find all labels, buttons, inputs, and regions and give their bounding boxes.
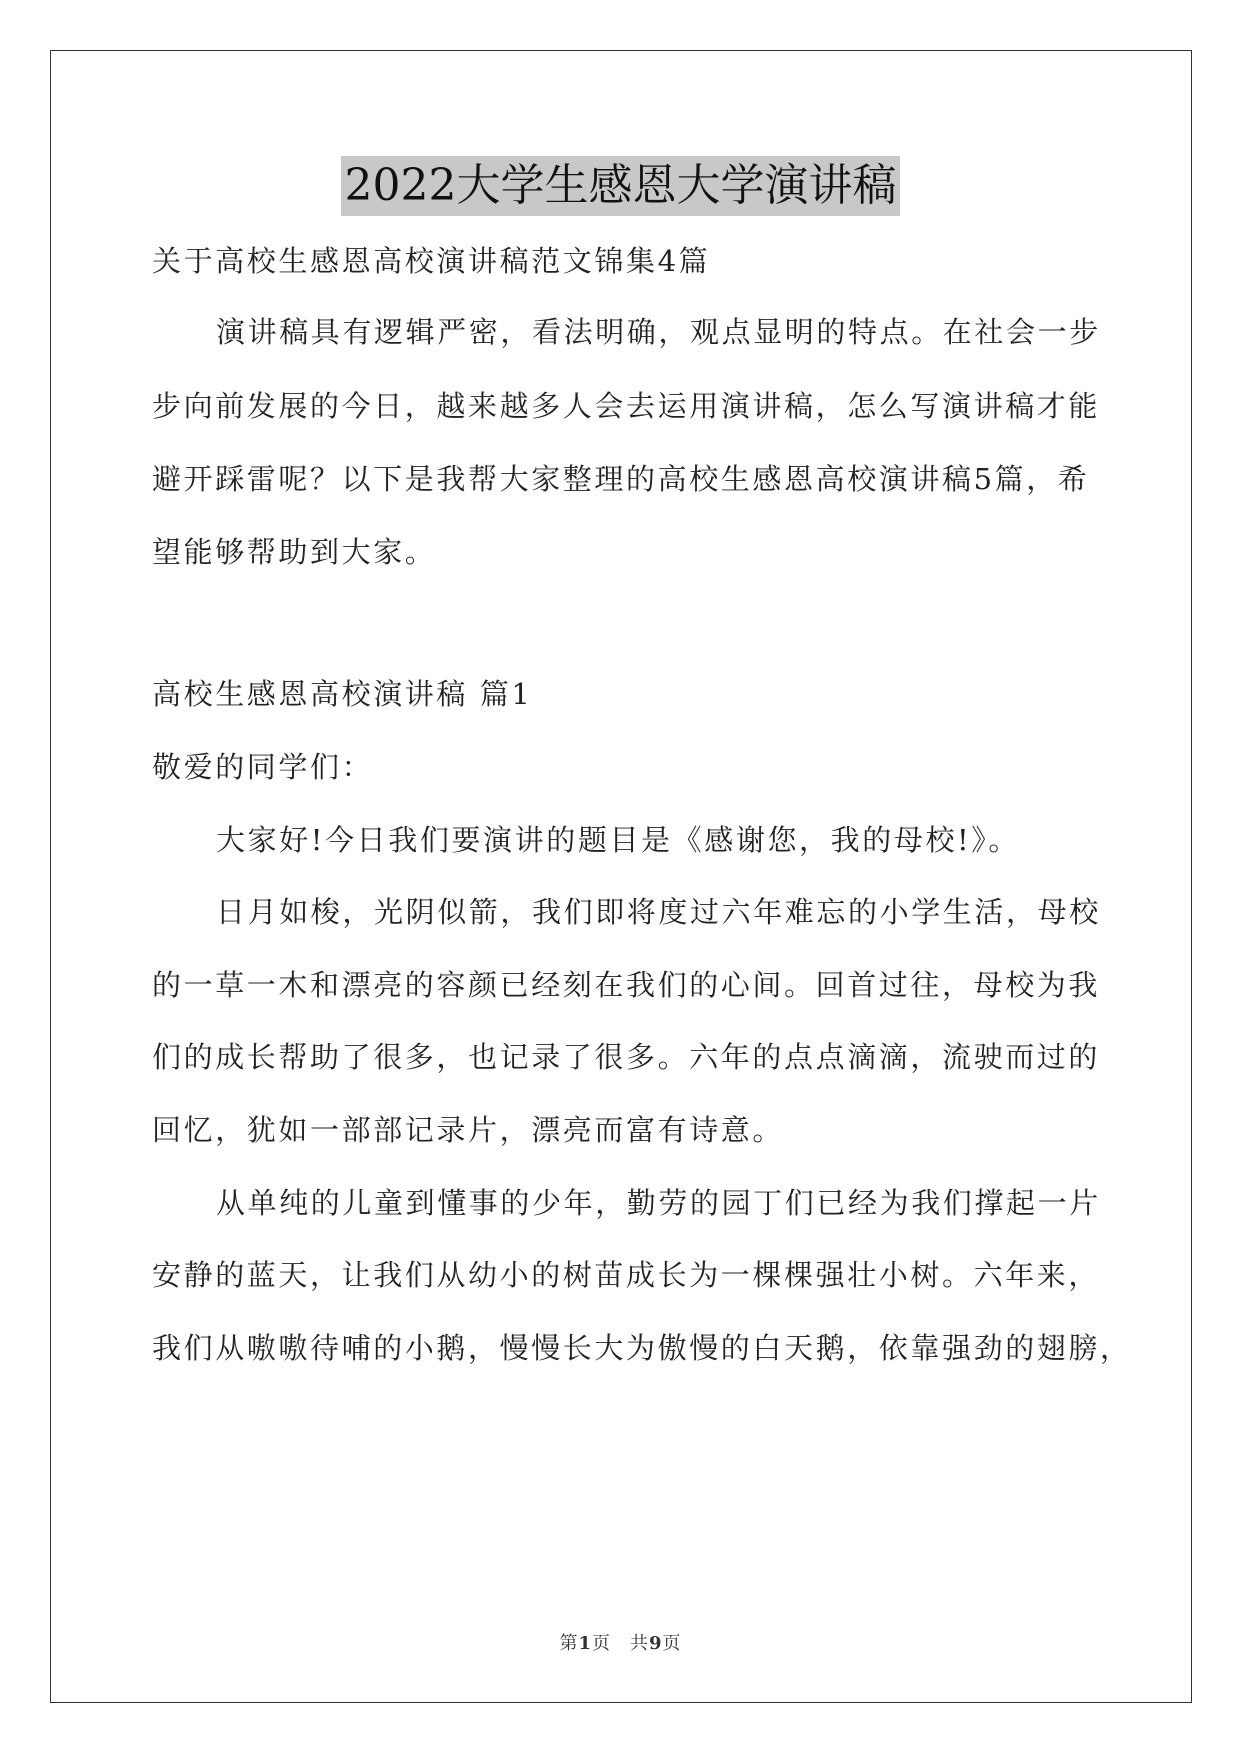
paragraph-line: 从单纯的儿童到懂事的少年，勤劳的园丁们已经为我们撑起一片 <box>216 1186 1101 1220</box>
page-current: 1 <box>578 1633 592 1654</box>
footer-prefix: 第 <box>559 1633 579 1654</box>
paragraph-line: 安静的蓝天，让我们从幼小的树苗成长为一棵棵强壮小树。六年来， <box>152 1258 1101 1292</box>
paragraph-line: 大家好!今日我们要演讲的题目是《感谢您，我的母校!》。 <box>216 823 1021 857</box>
section-heading: 高校生感恩高校演讲稿 篇1 <box>152 677 533 711</box>
salutation-line: 敬爱的同学们： <box>152 750 374 784</box>
paragraph-line: 日月如梭，光阴似箭，我们即将度过六年难忘的小学生活，母校 <box>216 895 1101 929</box>
paragraph-line: 们的成长帮助了很多，也记录了很多。六年的点点滴滴，流驶而过的 <box>152 1040 1101 1074</box>
paragraph-line: 演讲稿具有逻辑严密，看法明确，观点显明的特点。在社会一步 <box>216 315 1101 349</box>
footer-suffix: 页 <box>662 1633 682 1654</box>
footer-mid: 页 共 <box>592 1633 649 1654</box>
page-border <box>50 50 1192 1703</box>
document-title: 2022大学生感恩大学演讲稿 <box>341 156 901 216</box>
paragraph-line: 避开踩雷呢？以下是我帮大家整理的高校生感恩高校演讲稿5篇，希 <box>152 462 1090 496</box>
title-container <box>0 156 1241 216</box>
page-total: 9 <box>649 1633 663 1654</box>
paragraph-line: 望能够帮助到大家。 <box>152 535 437 569</box>
page-footer <box>0 1632 1241 1656</box>
paragraph-line: 的一草一木和漂亮的容颜已经刻在我们的心间。回首过往，母校为我 <box>152 968 1101 1002</box>
subtitle-line: 关于高校生感恩高校演讲稿范文锦集4篇 <box>152 244 711 278</box>
paragraph-line: 步向前发展的今日，越来越多人会去运用演讲稿，怎么写演讲稿才能 <box>152 389 1101 423</box>
paragraph-line: 我们从嗷嗷待哺的小鹅，慢慢长大为傲慢的白天鹅，依靠强劲的翅膀， <box>152 1331 1132 1365</box>
paragraph-line: 回忆，犹如一部部记录片，漂亮而富有诗意。 <box>152 1113 785 1147</box>
